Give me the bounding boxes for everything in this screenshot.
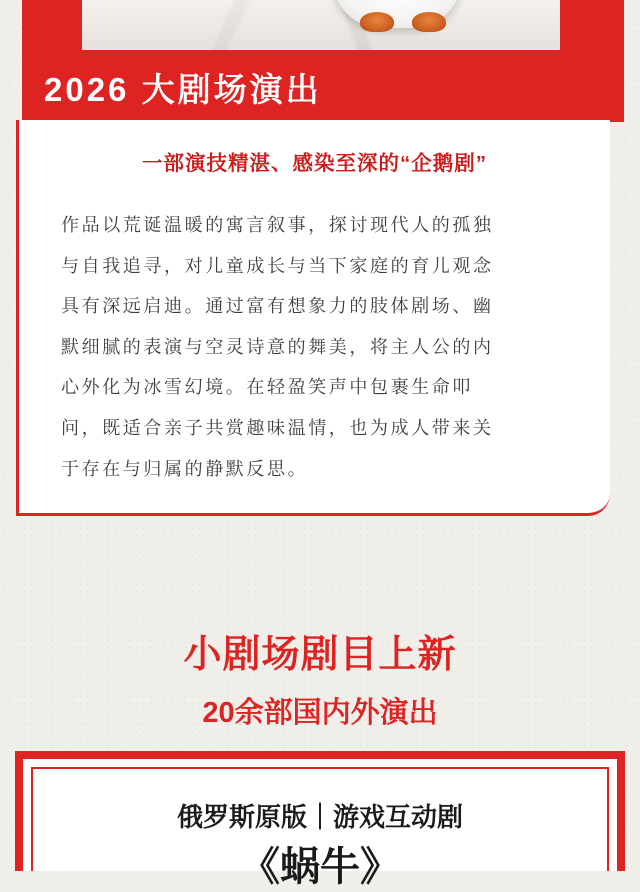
description-line: 问，既适合亲子共赏趣味温情，也为成人带来关 [61, 417, 494, 439]
description-line: 默细腻的表演与空灵诗意的舞美，将主人公的内 [61, 336, 494, 358]
banner-title: 2026 大剧场演出 [44, 71, 322, 108]
section-subtitle: 20余部国内外演出 [202, 697, 438, 729]
section-title: 小剧场剧目上新 [183, 634, 457, 676]
description-line: 作品以荒诞温暖的寓言叙事，探讨现代人的孤独 [61, 215, 494, 236]
featured-show-title: 《蜗牛》 [240, 845, 400, 889]
penguin-foot-right [412, 12, 446, 32]
featured-show-card[interactable] [15, 751, 625, 889]
penguin-foot-left [360, 12, 394, 32]
show-description [61, 206, 591, 490]
description-line: 具有深远启迪。通过富有想象力的肢体剧场、幽 [61, 296, 494, 318]
featured-show-inner-frame [31, 767, 609, 889]
featured-show-tag: 俄罗斯原版｜游戏互动剧 [176, 802, 463, 832]
description-line: 心外化为冰雪幻境。在轻盈笑声中包裹生命叩 [61, 377, 473, 399]
card-headline: 一部演技精湛、感染至深的“企鹅剧” [142, 152, 487, 175]
show-photo [82, 0, 560, 50]
show-description-card [16, 120, 610, 516]
description-line: 于存在与归属的静默反思。 [61, 458, 309, 480]
description-line: 与自我追寻，对儿童成长与当下家庭的育儿观念 [61, 255, 494, 277]
